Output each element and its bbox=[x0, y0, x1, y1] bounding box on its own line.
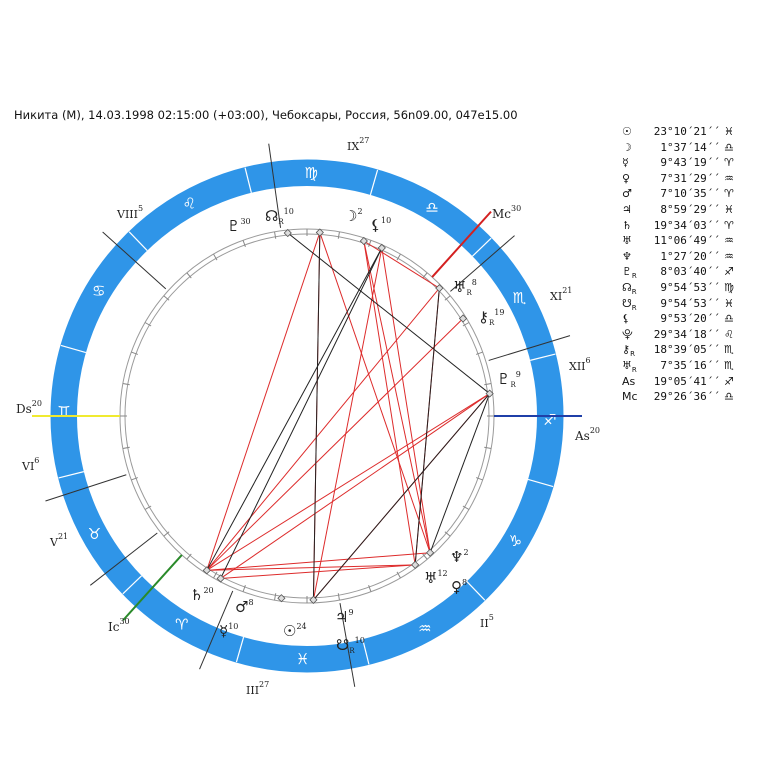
neptune-icon: ♆ bbox=[622, 249, 632, 263]
legend-sign-icon: ♎ bbox=[724, 140, 734, 154]
degree-tick bbox=[338, 593, 339, 600]
legend-position: 19°34´03´´ bbox=[653, 218, 720, 232]
legend-row-saturn bbox=[622, 218, 762, 234]
north-node-label: $☊_R^{10}$ bbox=[265, 207, 294, 226]
jupiter-icon: ♃ bbox=[622, 202, 632, 216]
degree-tick bbox=[338, 232, 339, 239]
aspect-line bbox=[415, 288, 439, 565]
legend-row-north-node bbox=[622, 280, 762, 296]
ascendant-icon: As bbox=[622, 374, 636, 388]
midheaven-icon: Mc bbox=[622, 390, 638, 404]
cancer-sign-icon: ♋ bbox=[91, 281, 106, 300]
sun-label: ☉$^{24}$ bbox=[283, 622, 307, 640]
legend-row-jupiter bbox=[622, 202, 762, 218]
libra-sign-icon: ♎ bbox=[425, 198, 439, 217]
pisces-sign-icon: ♓ bbox=[296, 649, 310, 668]
mercury-icon: ☿ bbox=[622, 156, 629, 170]
degree-tick bbox=[484, 447, 491, 448]
lilith-label: ⚸$^{10}$ bbox=[370, 216, 392, 234]
house-ii-label: $II^5$ bbox=[480, 613, 494, 630]
house-xi-label: XI$^{21}$ bbox=[550, 286, 573, 303]
legend-sign-icon: ♓ bbox=[724, 125, 734, 138]
legend-position: 18°39´05´´ bbox=[653, 343, 720, 357]
midheaven-label: Mc$^{30}$ bbox=[492, 204, 522, 221]
legend-sign-icon: ♐ bbox=[724, 374, 734, 388]
saturn-icon: ♄ bbox=[622, 218, 632, 232]
legend-sign-icon: ♌ bbox=[724, 327, 734, 341]
uranus-icon: ♅ bbox=[622, 234, 632, 248]
sun-icon: ☉ bbox=[622, 125, 632, 138]
legend-position: 8°59´29´´ bbox=[660, 202, 720, 216]
legend-position: 29°26´36´´ bbox=[653, 390, 720, 404]
inner-rings bbox=[120, 229, 494, 603]
legend-position: 7°10´35´´ bbox=[660, 187, 720, 201]
imum-coeli-label: Ic$^{30}$ bbox=[108, 617, 130, 634]
north-node-icon: $☊_R$ bbox=[622, 280, 637, 297]
lilith-icon: ⚸ bbox=[622, 312, 631, 326]
house-vi-label: $VI^6$ bbox=[22, 456, 40, 473]
aries-sign-icon: ♈ bbox=[175, 615, 189, 634]
legend-position: 23°10´21´´ bbox=[653, 125, 720, 138]
aspect-line bbox=[313, 232, 319, 599]
descendant-label: Ds$^{20}$ bbox=[16, 399, 42, 416]
gemini-sign-icon: ♊ bbox=[57, 402, 71, 421]
proserpina-icon: ⯓ bbox=[622, 327, 633, 341]
legend-sign-icon: ♎ bbox=[724, 390, 734, 404]
degree-tick bbox=[275, 232, 276, 239]
pluto-label: ♇$^{30}$ bbox=[227, 217, 251, 235]
house-viii-label: VIII$^5$ bbox=[117, 204, 144, 221]
venus-icon: ♀ bbox=[622, 171, 631, 185]
capricorn-sign-icon: ♑ bbox=[508, 532, 523, 551]
aspect-line bbox=[313, 248, 381, 600]
legend-row-neptune bbox=[622, 249, 762, 265]
virgo-sign-icon: ♍ bbox=[304, 164, 318, 183]
legend-sign-icon: ♈ bbox=[724, 218, 734, 232]
legend-position: 9°53´20´´ bbox=[660, 312, 720, 326]
house-cusps bbox=[32, 144, 582, 687]
chiron-icon: $⚷_R$ bbox=[622, 343, 635, 359]
legend-position: 8°03´40´´ bbox=[660, 265, 720, 279]
legend-row-sun bbox=[622, 124, 762, 140]
scorpio-sign-icon: ♏ bbox=[512, 289, 527, 308]
aspect-line bbox=[207, 248, 382, 570]
legend-sign-icon: ♐ bbox=[724, 265, 734, 279]
moon-label: ☽$^2$ bbox=[344, 207, 363, 225]
legend-sign-icon: ♏ bbox=[724, 358, 734, 372]
legend-sign-icon: ♈ bbox=[724, 187, 734, 201]
ascendant-label: As$^{20}$ bbox=[575, 426, 601, 443]
zodiac-ring bbox=[51, 160, 563, 672]
legend-row-ascendant bbox=[622, 374, 762, 390]
legend-sign-icon: ♏ bbox=[724, 343, 734, 357]
legend-row-mercury bbox=[622, 155, 762, 171]
legend-row-lilith bbox=[622, 311, 762, 327]
aspect-line bbox=[320, 232, 430, 552]
legend-position: 1°37´14´´ bbox=[660, 140, 720, 154]
hygiea-icon: $♅_R$ bbox=[622, 358, 637, 375]
legend-position: 9°54´53´´ bbox=[660, 296, 720, 310]
legend-position: 1°27´20´´ bbox=[660, 249, 720, 263]
legend-sign-icon: ♓ bbox=[724, 202, 734, 216]
south-node-label: $☋_R^{10}$ bbox=[336, 636, 365, 655]
moon-icon: ☽ bbox=[622, 140, 632, 154]
degree-tick bbox=[484, 384, 491, 385]
mars-icon: ♂ bbox=[622, 187, 632, 201]
legend-sign-icon: ♒ bbox=[724, 234, 734, 248]
legend-position: 9°43´19´´ bbox=[660, 156, 720, 170]
house-ix-label: IX$^{27}$ bbox=[347, 136, 370, 153]
legend-sign-icon: ♍ bbox=[724, 280, 734, 294]
aspect-line bbox=[207, 288, 440, 570]
legend-row-proserpina bbox=[622, 327, 762, 343]
degree-tick bbox=[123, 384, 130, 385]
legend-row-south-node bbox=[622, 296, 762, 312]
aspect-line bbox=[364, 241, 415, 565]
chiron-label: $⚷_R^{19}$ bbox=[478, 308, 505, 327]
proserpina-label: $♇_R^9$ bbox=[497, 370, 521, 389]
leo-sign-icon: ♌ bbox=[182, 194, 196, 213]
legend-position: 7°35´16´´ bbox=[660, 358, 720, 372]
house-iii-label: III$^{27}$ bbox=[246, 680, 270, 697]
chart-header: Никита (M), 14.03.1998 02:15:00 (+03:00), Чебоксары, Россия, 56n09.00, 047e15.00 bbox=[14, 108, 518, 122]
legend-row-uranus bbox=[622, 233, 762, 249]
aspect-line bbox=[207, 232, 320, 570]
house-xii-label: XII$^6$ bbox=[569, 356, 591, 373]
south-node-icon: $☋_R$ bbox=[622, 296, 637, 312]
aquarius-sign-icon: ♒ bbox=[418, 619, 432, 638]
legend-row-pluto bbox=[622, 264, 762, 280]
legend-position: 9°54´53´´ bbox=[660, 280, 720, 294]
legend-row-venus bbox=[622, 171, 762, 187]
legend-row-hygiea bbox=[622, 358, 762, 374]
legend-row-moon bbox=[622, 140, 762, 156]
legend-row-chiron bbox=[622, 342, 762, 358]
degree-tick bbox=[275, 593, 276, 600]
mercury-label: ☿$^{10}$ bbox=[219, 622, 239, 640]
zodiac-ring-band bbox=[64, 173, 550, 659]
mars-label: ♂$^8$ bbox=[235, 598, 254, 616]
venus-label: ♀$^8$ bbox=[451, 578, 468, 596]
legend-sign-icon: ♓ bbox=[724, 296, 734, 310]
legend-sign-icon: ♒ bbox=[724, 249, 734, 263]
jupiter-label: ♃$^9$ bbox=[335, 608, 354, 626]
aspect-lines bbox=[207, 232, 490, 599]
legend-row-mars bbox=[622, 186, 762, 202]
pluto-icon: $♇_R$ bbox=[622, 265, 637, 281]
legend-sign-icon: ♈ bbox=[724, 156, 734, 170]
saturn-label: ♄$^{20}$ bbox=[190, 586, 214, 604]
legend-row-midheaven bbox=[622, 389, 762, 405]
legend-sign-icon: ♒ bbox=[724, 171, 734, 185]
planet-legend bbox=[622, 124, 762, 405]
legend-position: 29°34´18´´ bbox=[653, 327, 720, 341]
inner-ring-inner bbox=[125, 234, 489, 598]
degree-ticks bbox=[120, 229, 494, 603]
legend-position: 19°05´41´´ bbox=[653, 374, 720, 388]
neptune-label: ♆$^2$ bbox=[450, 548, 469, 566]
hygiea-label: $♅_R^8$ bbox=[453, 278, 477, 297]
legend-position: 11°06´49´´ bbox=[653, 234, 720, 248]
legend-sign-icon: ♎ bbox=[724, 312, 734, 326]
aspect-line bbox=[207, 318, 463, 570]
taurus-sign-icon: ♉ bbox=[87, 524, 102, 543]
house-v-label: $V^{21}$ bbox=[50, 532, 69, 549]
legend-position: 7°31´29´´ bbox=[660, 171, 720, 185]
sagittarius-sign-icon: ♐ bbox=[543, 411, 557, 430]
aspect-line bbox=[430, 394, 490, 553]
uranus-label: ♅$^{12}$ bbox=[424, 569, 448, 587]
inner-ring-outer bbox=[120, 229, 494, 603]
aspect-line bbox=[221, 248, 382, 579]
degree-tick bbox=[123, 447, 130, 448]
